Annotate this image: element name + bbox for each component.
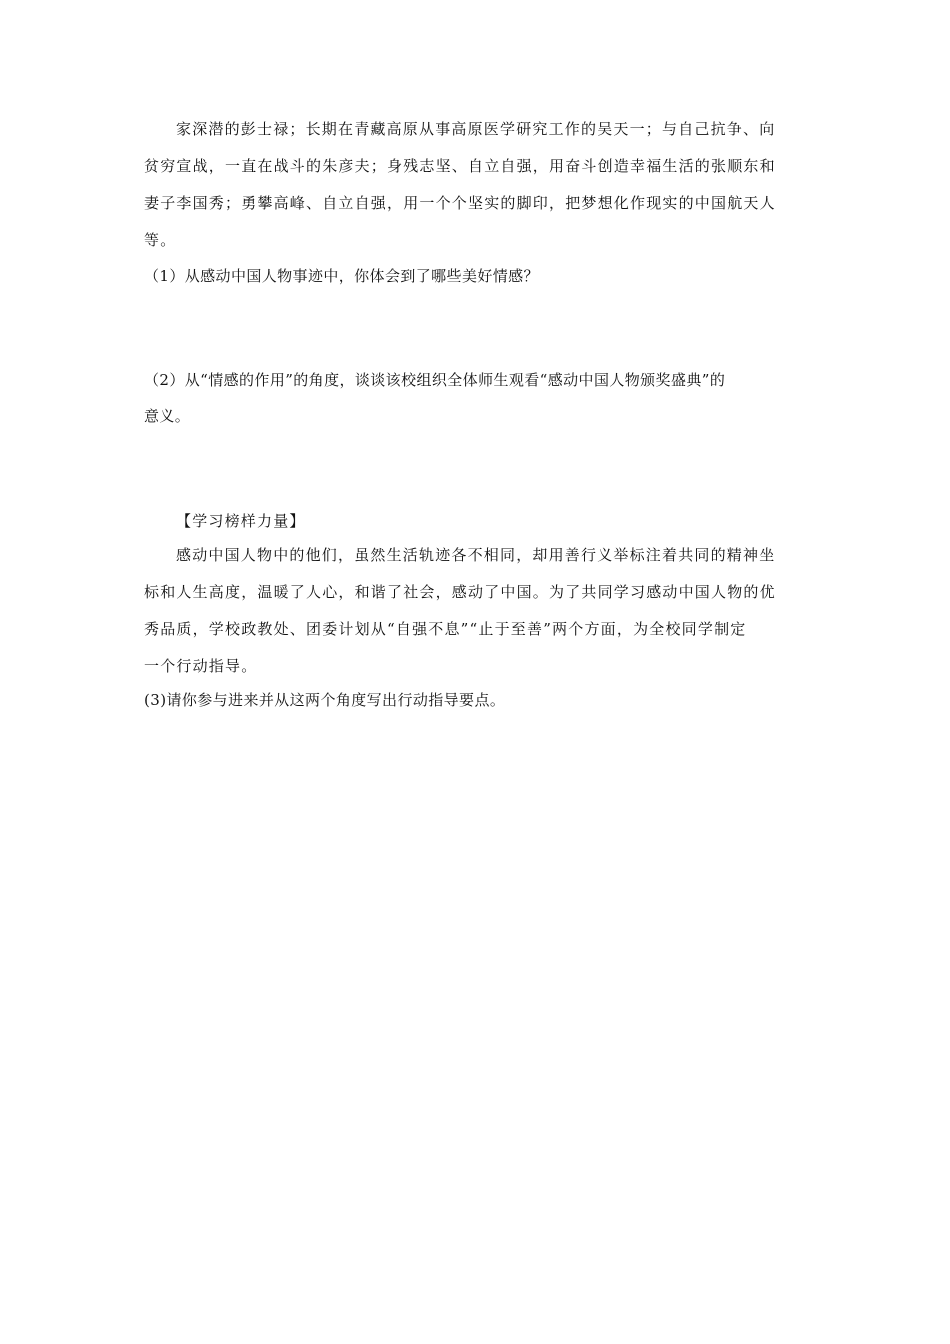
passage1-line-4: 等。 (144, 231, 177, 249)
question-2-line-2: 意义。 (144, 407, 191, 425)
passage1-line-2: 贫穷宣战，一直在战斗的朱彦夫；身残志坚、自立自强，用奋斗创造幸福生活的张顺东和 (144, 157, 776, 175)
passage2-line-4: 一个行动指导。 (144, 657, 258, 675)
passage1-line-1: 家深潜的彭士禄；长期在青藏高原从事高原医学研究工作的吴天一；与自己抗争、向 (176, 120, 776, 138)
question-1: （1）从感动中国人物事迹中，你体会到了哪些美好情感？ (144, 267, 539, 285)
passage2-line-3: 秀品质，学校政教处、团委计划从“自强不息”“止于至善”两个方面，为全校同学制定 (144, 620, 747, 638)
section-title: 【学习榜样力量】 (176, 512, 306, 530)
passage1-line-3: 妻子李国秀；勇攀高峰、自立自强，用一个个坚实的脚印，把梦想化作现实的中国航天人 (144, 194, 776, 212)
question-3: (3)请你参与进来并从这两个角度写出行动指导要点。 (144, 691, 506, 709)
question-2-line-1: （2）从“情感的作用”的角度，谈谈该校组织全体师生观看“感动中国人物颁奖盛典”的 (144, 371, 726, 389)
passage2-line-1: 感动中国人物中的他们，虽然生活轨迹各不相同，却用善行义举标注着共同的精神坐 (176, 546, 776, 564)
passage2-line-2: 标和人生高度，温暖了人心，和谐了社会，感动了中国。为了共同学习感动中国人物的优 (144, 583, 776, 601)
